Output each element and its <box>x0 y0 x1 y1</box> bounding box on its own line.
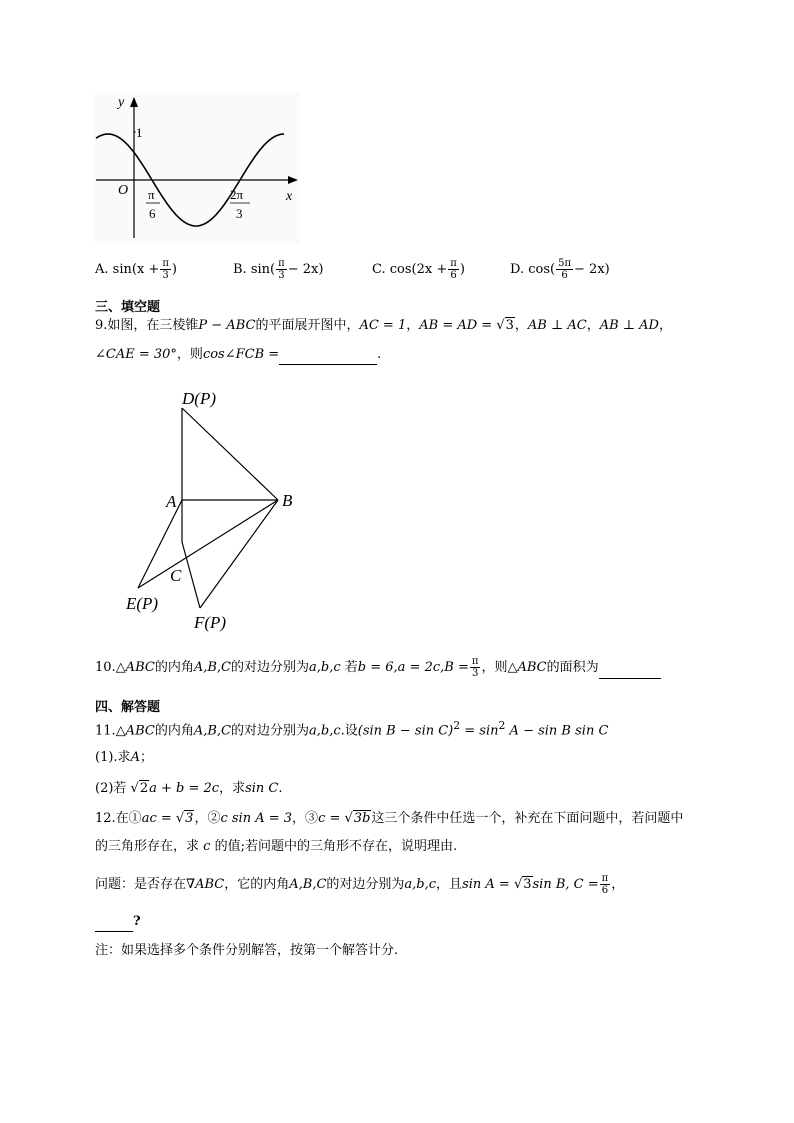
q12-line2: 的三角形存在，求 c 的值;若问题中的三角形不存在，说明理由. <box>95 839 458 854</box>
q12-line4: ? <box>95 911 141 932</box>
vertex-c-label: C <box>170 566 182 585</box>
vertex-a-label: A <box>166 492 177 511</box>
origin-label: O <box>118 183 129 198</box>
q12-line3: 问题：是否存在∇ABC，它的内角A,B,C的对边分别为a,b,c，且sin A = √3sin B, C = $\frac{\pi}{6}$ ， <box>95 873 625 896</box>
vertex-b-label: B <box>282 491 293 510</box>
x-axis-label: x <box>286 189 293 204</box>
q11-stem: 11.△ABC的内角A,B,C的对边分别为a,b,c.设(sin $B - \sin C)^2 = \sin^2 A - \sin B$ sin C <box>95 719 609 739</box>
option-b: B. sin( $\frac{\pi}{3}$ − 2x) <box>233 258 324 281</box>
q10: 10.△ABC的内角A,B,C的对边分别为a,b,c 若b = 6,a = 2c,B = $\frac{\pi}{3}$ ，则△ABC的面积为 <box>95 656 661 679</box>
q12-condition-blank[interactable] <box>95 911 133 932</box>
option-c: C. cos(2x + $\frac{\pi}{6}$ ) <box>372 258 465 281</box>
x-tick2-den: 3 <box>236 206 243 221</box>
q9-line1: 9.如图，在三棱锥P − ABC的平面展开图中，AC = 1，AB = AD = √3，AB ⊥ AC，AB ⊥ AD， <box>95 318 672 333</box>
sine-graph <box>88 88 308 248</box>
vertex-f-label: F(P) <box>194 613 227 632</box>
q11-part2: (2)若 √2a + b = 2c，求sin C. <box>95 781 283 796</box>
net-figure <box>120 382 320 637</box>
q9-answer-blank[interactable] <box>279 344 377 365</box>
q12-line1: 12.在①ac = √3，②c sin A = 3，③c = √3b这三个条件中任选一个，补充在下面问题中，若问题中 <box>95 811 684 826</box>
option-a: A. sin(x + $\frac{\pi}{3}$ ) <box>95 258 177 281</box>
q10-answer-blank[interactable] <box>599 658 661 679</box>
q9-line2: ∠CAE = 30°，则cos∠FCB = . <box>95 344 381 365</box>
section-4-title: 四、解答题 <box>95 700 161 715</box>
y-tick-label: 1 <box>136 125 143 140</box>
q12-note: 注：如果选择多个条件分别解答，按第一个解答计分. <box>95 943 399 958</box>
section-3-title: 三、填空题 <box>95 300 161 315</box>
q11-part1: (1).求A； <box>95 750 153 765</box>
x-tick1-num: π <box>148 187 155 202</box>
vertex-e-label: E(P) <box>126 594 159 613</box>
vertex-d-label: D(P) <box>182 389 216 408</box>
y-axis-label: y <box>118 95 125 110</box>
x-tick2-num: 2π <box>230 187 244 202</box>
option-d: D. cos( $\frac{5\pi}{6}$ − 2x) <box>510 258 610 281</box>
x-tick1-den: 6 <box>149 206 156 221</box>
